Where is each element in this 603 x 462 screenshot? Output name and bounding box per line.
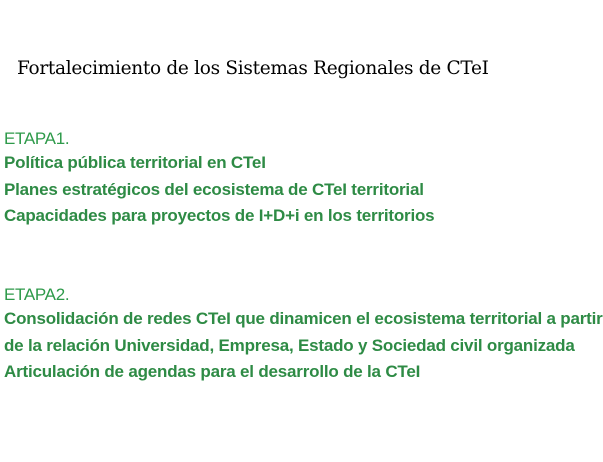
stage-2-item-3: Articulación de agendas para el desarrollo de la CTeI [4, 362, 421, 381]
stage-2-item-1: Consolidación de redes CTeI que dinamicen el ecosistema territorial a partir [4, 309, 603, 328]
stage-1-label: ETAPA1. [4, 129, 70, 148]
stage-2-block [4, 284, 603, 386]
stage-1-item-1: Política pública territorial en CTeI [4, 153, 266, 172]
stage-1-item-3: Capacidades para proyectos de I+D+i en los territorios [4, 206, 435, 225]
stage-1-block [4, 128, 434, 230]
page-title: Fortalecimiento de los Sistemas Regionales de CTeI [17, 58, 489, 79]
stage-2-label: ETAPA2. [4, 285, 70, 304]
stage-2-item-2: de la relación Universidad, Empresa, Estado y Sociedad civil organizada [4, 335, 575, 355]
stage-1-item-2: Planes estratégicos del ecosistema de CTeI territorial [4, 179, 424, 199]
